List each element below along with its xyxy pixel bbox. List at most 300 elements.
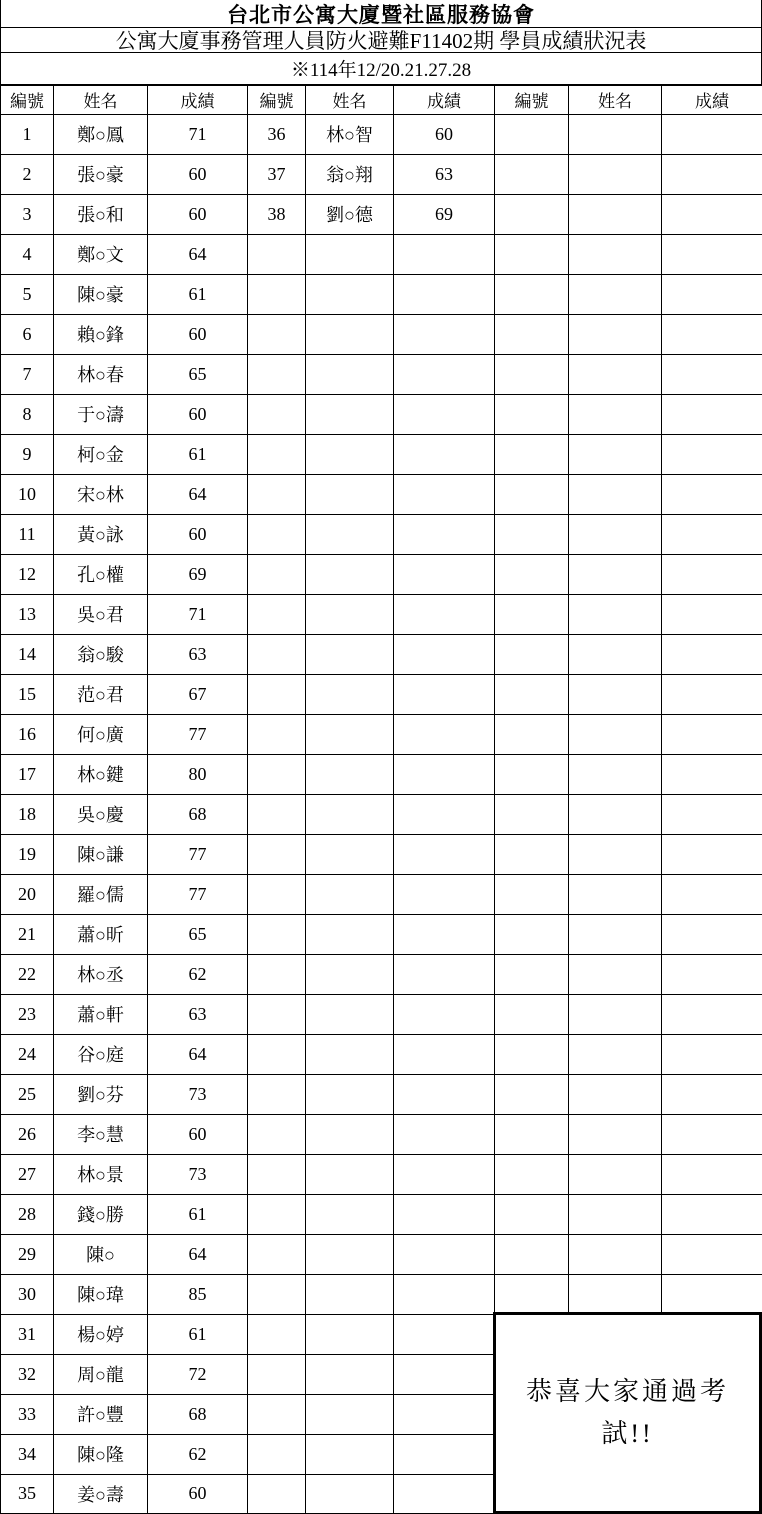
course-subtitle [0, 28, 762, 53]
cell-score [394, 1114, 495, 1154]
cell-no: 17 [1, 754, 54, 794]
cell-score [394, 594, 495, 634]
cell-score [662, 1114, 762, 1154]
cell-name [306, 634, 394, 674]
cell-no [495, 874, 569, 914]
cell-score [394, 514, 495, 554]
cell-score [662, 1034, 762, 1074]
cell-name: 林○丞 [54, 954, 148, 994]
cell-score: 73 [148, 1154, 248, 1194]
cell-name [569, 394, 662, 434]
cell-name [306, 914, 394, 954]
cell-no [495, 114, 569, 154]
cell-score [662, 874, 762, 914]
table-row [1, 794, 762, 834]
cell-name [306, 1314, 394, 1354]
cell-name: 谷○庭 [54, 1034, 148, 1074]
cell-score: 60 [394, 114, 495, 154]
cell-name [306, 954, 394, 994]
cell-name: 姜○壽 [54, 1474, 148, 1514]
cell-no [495, 194, 569, 234]
cell-no: 14 [1, 634, 54, 674]
cell-no [248, 714, 306, 754]
cell-name: 吳○君 [54, 594, 148, 634]
cell-no: 28 [1, 1194, 54, 1234]
cell-no [495, 1114, 569, 1154]
table-row [1, 474, 762, 514]
header-name-2: 姓名 [306, 85, 394, 114]
cell-no: 27 [1, 1154, 54, 1194]
cell-no [248, 1314, 306, 1354]
cell-score [394, 634, 495, 674]
cell-name [569, 594, 662, 634]
cell-score: 61 [148, 1194, 248, 1234]
cell-score: 77 [148, 874, 248, 914]
cell-no [495, 434, 569, 474]
cell-no: 36 [248, 114, 306, 154]
cell-score [662, 994, 762, 1034]
cell-no [495, 1274, 569, 1314]
table-row [1, 874, 762, 914]
cell-name [306, 1154, 394, 1194]
cell-score [394, 674, 495, 714]
cell-name [569, 954, 662, 994]
cell-no [248, 834, 306, 874]
cell-score: 60 [148, 1114, 248, 1154]
cell-no [248, 1274, 306, 1314]
cell-name: 蕭○昕 [54, 914, 148, 954]
cell-score [662, 674, 762, 714]
cell-no: 13 [1, 594, 54, 634]
cell-no: 8 [1, 394, 54, 434]
cell-no: 35 [1, 1474, 54, 1514]
cell-name [306, 554, 394, 594]
cell-no [248, 274, 306, 314]
cell-name [306, 1034, 394, 1074]
table-row [1, 514, 762, 554]
cell-name: 陳○隆 [54, 1434, 148, 1474]
cell-no [495, 594, 569, 634]
cell-score: 63 [148, 634, 248, 674]
cell-name [306, 594, 394, 634]
cell-no: 21 [1, 914, 54, 954]
table-row [1, 194, 762, 234]
course-subtitle-text: 公寓大廈事務管理人員防火避難F11402期 學員成績狀況表 [115, 29, 647, 53]
cell-score [662, 154, 762, 194]
cell-score [662, 754, 762, 794]
cell-no: 33 [1, 1394, 54, 1434]
cell-name [569, 274, 662, 314]
cell-no: 18 [1, 794, 54, 834]
cell-no [248, 474, 306, 514]
cell-name [306, 234, 394, 274]
table-row [1, 594, 762, 634]
cell-no [248, 754, 306, 794]
cell-name: 鄭○鳳 [54, 114, 148, 154]
cell-score: 61 [148, 274, 248, 314]
cell-no [495, 234, 569, 274]
cell-score [394, 754, 495, 794]
cell-score: 67 [148, 674, 248, 714]
cell-name [569, 1274, 662, 1314]
cell-name [306, 1354, 394, 1394]
cell-no [495, 714, 569, 754]
header-no-2: 編號 [248, 85, 306, 114]
cell-name [569, 714, 662, 754]
cell-name: 林○春 [54, 354, 148, 394]
cell-score [662, 954, 762, 994]
cell-name: 蕭○軒 [54, 994, 148, 1034]
cell-name [306, 874, 394, 914]
header-name-3: 姓名 [569, 85, 662, 114]
cell-score: 60 [148, 394, 248, 434]
cell-no [495, 354, 569, 394]
cell-no [248, 994, 306, 1034]
cell-name [306, 1274, 394, 1314]
cell-score: 68 [148, 794, 248, 834]
cell-score: 60 [148, 514, 248, 554]
cell-score [394, 234, 495, 274]
cell-name [569, 114, 662, 154]
table-row [1, 1194, 762, 1234]
cell-score [662, 114, 762, 154]
table-row [1, 754, 762, 794]
cell-name [306, 474, 394, 514]
cell-score [394, 1394, 495, 1434]
cell-score: 64 [148, 474, 248, 514]
cell-score [662, 434, 762, 474]
cell-name [569, 1194, 662, 1234]
cell-score [662, 554, 762, 594]
table-row [1, 154, 762, 194]
cell-no [248, 1474, 306, 1514]
header-score-3: 成績 [662, 85, 762, 114]
cell-no: 25 [1, 1074, 54, 1114]
cell-no: 37 [248, 154, 306, 194]
cell-no [495, 394, 569, 434]
cell-no: 11 [1, 514, 54, 554]
table-header-row [1, 85, 762, 114]
cell-no [495, 994, 569, 1034]
cell-no [248, 874, 306, 914]
table-row [1, 954, 762, 994]
cell-name [569, 314, 662, 354]
cell-name [306, 994, 394, 1034]
cell-no [248, 634, 306, 674]
cell-name [569, 154, 662, 194]
cell-name: 周○龍 [54, 1354, 148, 1394]
header-no-1: 編號 [1, 85, 54, 114]
cell-score [662, 714, 762, 754]
cell-no [495, 794, 569, 834]
table-row [1, 434, 762, 474]
cell-score [394, 1034, 495, 1074]
cell-name [569, 994, 662, 1034]
cell-score [662, 594, 762, 634]
cell-no [248, 554, 306, 594]
table-row [1, 394, 762, 434]
cell-name: 陳○謙 [54, 834, 148, 874]
cell-no: 38 [248, 194, 306, 234]
cell-score [662, 394, 762, 434]
cell-score [662, 1234, 762, 1274]
cell-no: 4 [1, 234, 54, 274]
cell-name [569, 834, 662, 874]
cell-name [306, 1394, 394, 1434]
cell-score: 63 [148, 994, 248, 1034]
table-row [1, 1234, 762, 1274]
cell-score [662, 314, 762, 354]
cell-score [394, 314, 495, 354]
cell-name [569, 754, 662, 794]
table-row [1, 674, 762, 714]
cell-score [662, 194, 762, 234]
cell-no: 30 [1, 1274, 54, 1314]
cell-no: 20 [1, 874, 54, 914]
table-row [1, 1154, 762, 1194]
cell-score [394, 1474, 495, 1514]
cell-no [495, 954, 569, 994]
cell-no [495, 1194, 569, 1234]
cell-score: 62 [148, 954, 248, 994]
cell-name: 林○景 [54, 1154, 148, 1194]
cell-name [569, 1114, 662, 1154]
table-row [1, 1274, 762, 1314]
cell-score [394, 914, 495, 954]
cell-no: 3 [1, 194, 54, 234]
cell-score [394, 1354, 495, 1394]
cell-score: 71 [148, 594, 248, 634]
cell-no [248, 314, 306, 354]
cell-name: 鄭○文 [54, 234, 148, 274]
cell-no [495, 1154, 569, 1194]
cell-score: 77 [148, 714, 248, 754]
cell-no [248, 914, 306, 954]
cell-name: 翁○駿 [54, 634, 148, 674]
table-row [1, 1034, 762, 1074]
cell-name [306, 1114, 394, 1154]
cell-name: 李○慧 [54, 1114, 148, 1154]
header-score-2: 成績 [394, 85, 495, 114]
cell-score [394, 954, 495, 994]
cell-no: 29 [1, 1234, 54, 1274]
cell-name [306, 754, 394, 794]
table-row [1, 354, 762, 394]
cell-no [248, 1434, 306, 1474]
cell-no [495, 1034, 569, 1074]
cell-no [495, 474, 569, 514]
congrats-box [493, 1312, 762, 1514]
cell-name: 楊○婷 [54, 1314, 148, 1354]
cell-name: 張○和 [54, 194, 148, 234]
cell-no [248, 394, 306, 434]
table-row [1, 234, 762, 274]
cell-no: 15 [1, 674, 54, 714]
cell-name [569, 1034, 662, 1074]
cell-score: 61 [148, 1314, 248, 1354]
cell-score: 62 [148, 1434, 248, 1474]
cell-name: 劉○德 [306, 194, 394, 234]
cell-no: 12 [1, 554, 54, 594]
table-row [1, 914, 762, 954]
cell-name [569, 634, 662, 674]
cell-name [306, 834, 394, 874]
cell-score [662, 354, 762, 394]
header-no-3: 編號 [495, 85, 569, 114]
cell-no [495, 1234, 569, 1274]
cell-no: 5 [1, 274, 54, 314]
cell-score [394, 1314, 495, 1354]
cell-name [306, 274, 394, 314]
association-title: 台北市公寓大廈暨社區服務協會 [227, 2, 535, 27]
cell-name [569, 914, 662, 954]
cell-score [394, 994, 495, 1034]
cell-no [248, 514, 306, 554]
cell-no [495, 314, 569, 354]
cell-no: 16 [1, 714, 54, 754]
cell-score: 80 [148, 754, 248, 794]
cell-score: 65 [148, 914, 248, 954]
cell-name [306, 1474, 394, 1514]
cell-no: 10 [1, 474, 54, 514]
cell-no [248, 1074, 306, 1114]
cell-name: 許○豐 [54, 1394, 148, 1434]
score-table-body [1, 114, 762, 1514]
cell-name [569, 1154, 662, 1194]
cell-no: 19 [1, 834, 54, 874]
cell-score [394, 1274, 495, 1314]
cell-name [569, 554, 662, 594]
cell-score: 69 [394, 194, 495, 234]
cell-score: 68 [148, 1394, 248, 1434]
cell-score: 64 [148, 1234, 248, 1274]
cell-no [248, 1154, 306, 1194]
cell-score [662, 234, 762, 274]
cell-name [569, 794, 662, 834]
header-name-1: 姓名 [54, 85, 148, 114]
cell-no: 2 [1, 154, 54, 194]
cell-score [662, 474, 762, 514]
cell-score [662, 274, 762, 314]
cell-score [662, 1154, 762, 1194]
cell-name [306, 674, 394, 714]
cell-no: 9 [1, 434, 54, 474]
cell-score [662, 634, 762, 674]
cell-no: 26 [1, 1114, 54, 1154]
cell-score [394, 1154, 495, 1194]
cell-score [662, 834, 762, 874]
cell-no [248, 1234, 306, 1274]
cell-no [248, 954, 306, 994]
cell-no [495, 754, 569, 794]
cell-no [495, 634, 569, 674]
cell-name: 吳○慶 [54, 794, 148, 834]
cell-no [495, 274, 569, 314]
cell-name [306, 354, 394, 394]
cell-name [306, 434, 394, 474]
cell-no [248, 1034, 306, 1074]
cell-no [495, 914, 569, 954]
cell-score: 60 [148, 154, 248, 194]
cell-name: 錢○勝 [54, 1194, 148, 1234]
cell-score [662, 514, 762, 554]
cell-name [306, 1234, 394, 1274]
cell-no [248, 1194, 306, 1234]
cell-name [569, 514, 662, 554]
session-dates [0, 53, 762, 84]
cell-name: 于○濤 [54, 394, 148, 434]
cell-no [495, 154, 569, 194]
cell-name: 陳○豪 [54, 274, 148, 314]
table-row [1, 554, 762, 594]
cell-name [306, 1434, 394, 1474]
cell-no: 31 [1, 1314, 54, 1354]
cell-score: 72 [148, 1354, 248, 1394]
cell-score: 65 [148, 354, 248, 394]
table-row [1, 114, 762, 154]
cell-name [569, 1234, 662, 1274]
cell-name: 黃○詠 [54, 514, 148, 554]
congrats-message: 恭喜大家通過考試!! [525, 1377, 729, 1448]
cell-no [248, 354, 306, 394]
cell-name [306, 794, 394, 834]
cell-name [306, 714, 394, 754]
cell-no [248, 1114, 306, 1154]
cell-no: 6 [1, 314, 54, 354]
table-row [1, 634, 762, 674]
cell-score [394, 434, 495, 474]
cell-score: 64 [148, 1034, 248, 1074]
cell-name [306, 314, 394, 354]
cell-name [569, 234, 662, 274]
cell-score [662, 1194, 762, 1234]
cell-score [662, 794, 762, 834]
table-row [1, 994, 762, 1034]
cell-name [569, 674, 662, 714]
cell-name [306, 1074, 394, 1114]
cell-score [394, 1234, 495, 1274]
cell-score [394, 1074, 495, 1114]
cell-no [495, 834, 569, 874]
cell-score [394, 794, 495, 834]
cell-score [394, 394, 495, 434]
cell-no [248, 594, 306, 634]
cell-no: 34 [1, 1434, 54, 1474]
cell-score: 60 [148, 314, 248, 354]
cell-no [495, 514, 569, 554]
cell-score: 60 [148, 1474, 248, 1514]
cell-name: 孔○權 [54, 554, 148, 594]
cell-no [248, 674, 306, 714]
cell-no [248, 434, 306, 474]
cell-no: 1 [1, 114, 54, 154]
cell-name: 柯○金 [54, 434, 148, 474]
cell-name: 宋○林 [54, 474, 148, 514]
cell-no: 32 [1, 1354, 54, 1394]
cell-name: 何○廣 [54, 714, 148, 754]
cell-no: 7 [1, 354, 54, 394]
table-row [1, 1074, 762, 1114]
cell-name [569, 1074, 662, 1114]
cell-name [306, 394, 394, 434]
cell-name [569, 434, 662, 474]
cell-score: 77 [148, 834, 248, 874]
cell-name: 翁○翔 [306, 154, 394, 194]
cell-score [394, 274, 495, 314]
cell-score: 64 [148, 234, 248, 274]
cell-name: 陳○瑋 [54, 1274, 148, 1314]
cell-name [569, 874, 662, 914]
